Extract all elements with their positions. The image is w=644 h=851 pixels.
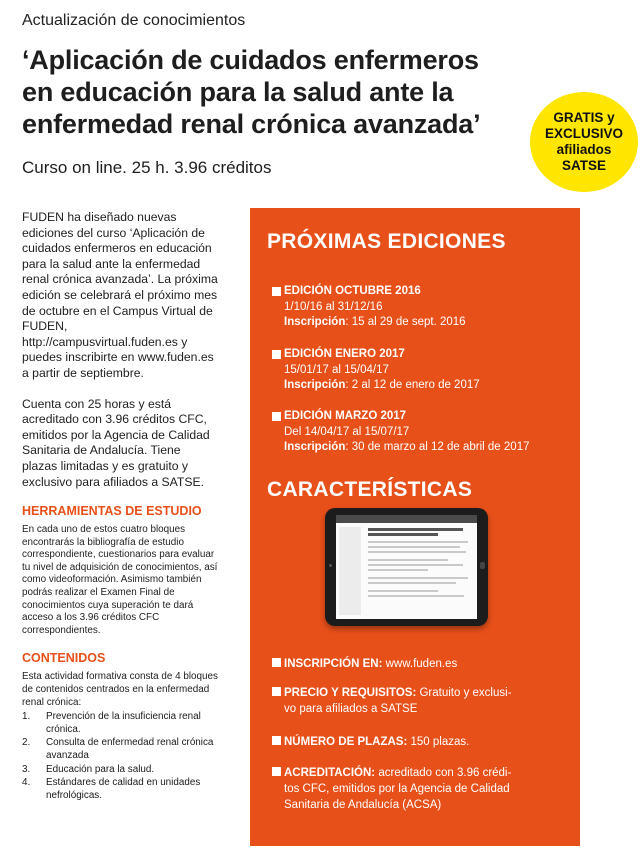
square-bullet-icon [272, 412, 281, 421]
feature-plazas [272, 734, 572, 750]
list-item [22, 737, 218, 762]
inscripcion-label: Inscripción [284, 379, 346, 391]
list-item [22, 764, 218, 777]
list-number: 1. [22, 711, 31, 723]
subtitle: Curso on line. 25 h. 3.96 créditos [22, 158, 272, 177]
square-bullet-icon [272, 350, 281, 359]
feature-label: INSCRIPCIÓN EN: [284, 658, 383, 670]
contenidos-text: Esta actividad formativa consta de 4 bloques de contenidos centrados en la enfermedad renal crónica: [22, 671, 218, 708]
list-text: Estándares de calidad en unidades nefrológicas. [46, 777, 201, 801]
list-number: 3. [22, 763, 31, 775]
feature-label: ACREDITACIÓN: [284, 767, 376, 779]
ediciones-heading: PRÓXIMAS EDICIONES [267, 230, 506, 253]
feature-value: www.fuden.es [382, 658, 458, 670]
square-bullet-icon [272, 736, 281, 745]
edition-dates: 15/01/17 al 15/04/17 [284, 363, 389, 376]
kicker: Actualización de conocimientos [22, 12, 246, 29]
feature-value: 150 plazas. [407, 736, 470, 748]
tablet-screen [336, 515, 477, 619]
list-item [22, 777, 218, 802]
feature-inscripcion [272, 656, 572, 672]
edition-title: EDICIÓN OCTUBRE 2016 [284, 285, 421, 297]
edition-octubre [272, 284, 572, 331]
list-text: Educación para la salud. [46, 763, 155, 775]
feature-precio [272, 685, 572, 717]
feature-acreditacion [272, 765, 572, 813]
inscripcion-value: : 2 al 12 de enero de 2017 [345, 379, 480, 391]
intro-paragraph-1: FUDEN ha diseñado nuevas ediciones del curso ‘Aplicación de cuidados enfermeros en educación para la salud ante la enfermedad renal crónica avanzada’. La próxima edición se celebrará el próximo mes de octubre en el Campus Virtual de FUDEN, http://campusvirtual.fuden.es y puedes inscribirte en www.fuden.es a partir de septiembre. [22, 210, 218, 380]
title-line-2: en educación para la salud ante la [22, 77, 454, 107]
inscripcion-label: Inscripción [284, 316, 346, 328]
square-bullet-icon [272, 658, 281, 667]
contenidos-list [22, 711, 218, 802]
free-badge [530, 92, 638, 192]
caracteristicas-heading: CARACTERÍSTICAS [267, 478, 473, 501]
info-panel [250, 208, 580, 846]
edition-title: EDICIÓN MARZO 2017 [284, 410, 407, 422]
list-item [22, 711, 218, 736]
square-bullet-icon [272, 767, 281, 776]
tablet-home-button [480, 562, 485, 569]
badge-line-1: GRATIS y [553, 110, 615, 125]
feature-value-cont: tos CFC, emitidos por la Agencia de Calidad [284, 783, 510, 795]
list-text: Consulta de enfermedad renal crónica avanzada [46, 737, 214, 761]
list-text: Prevención de la insuficiencia renal crónica. [46, 711, 201, 735]
edition-dates: 1/10/16 al 31/12/16 [284, 300, 383, 313]
title-line-3: enfermedad renal crónica avanzada’ [22, 109, 481, 139]
feature-value: acreditado con 3.96 crédi- [375, 767, 512, 779]
edition-title: EDICIÓN ENERO 2017 [284, 348, 405, 360]
badge-line-2: EXCLUSIVO [544, 126, 623, 141]
list-number: 4. [22, 777, 31, 789]
feature-value-cont: vo para afiliados a SATSE [284, 703, 418, 715]
tablet-camera [329, 564, 332, 567]
feature-value: Gratuito y exclusi- [416, 687, 512, 699]
tablet-screenshot-icon [325, 508, 488, 626]
herramientas-text: En cada uno de estos cuatro bloques encontrarás la bibliografía de estudio correspondiente, cuestionarios para evaluar tu nivel de adquisición de conocimientos, así como videoformación. Asimismo también podrás realizar el Examen Final de conocimientos cuya superación te dará acceso a los 3.96 créditos CFC correspondientes. [22, 524, 218, 636]
edition-marzo [272, 409, 572, 456]
edition-enero [272, 347, 572, 394]
left-column [22, 210, 218, 802]
page-title [22, 44, 542, 140]
feature-value-cont: Sanitaria de Andalucía (ACSA) [284, 799, 442, 811]
contenidos-heading: CONTENIDOS [22, 651, 106, 666]
intro-paragraph-2: Cuenta con 25 horas y está acreditado con 3.96 créditos CFC, emitidos por la Agencia de Calidad Sanitaria de Andalucía. Tiene plazas limitadas y es gratuito y exclusivo para afiliados a SATSE. [22, 396, 210, 489]
title-line-1: ‘Aplicación de cuidados enfermeros [22, 45, 479, 75]
inscripcion-value: : 15 al 29 de sept. 2016 [345, 316, 466, 328]
inscripcion-label: Inscripción [284, 441, 346, 453]
list-number: 2. [22, 737, 31, 749]
edition-dates: Del 14/04/17 al 15/07/17 [284, 425, 410, 438]
herramientas-heading: HERRAMIENTAS DE ESTUDIO [22, 504, 202, 519]
square-bullet-icon [272, 287, 281, 296]
inscripcion-value: : 30 de marzo al 12 de abril de 2017 [345, 441, 530, 453]
feature-label: NÚMERO DE PLAZAS: [284, 736, 408, 748]
feature-label: PRECIO Y REQUISITOS: [284, 687, 417, 699]
square-bullet-icon [272, 687, 281, 696]
badge-line-3: afiliados [556, 142, 612, 157]
badge-line-4: SATSE [561, 158, 606, 173]
